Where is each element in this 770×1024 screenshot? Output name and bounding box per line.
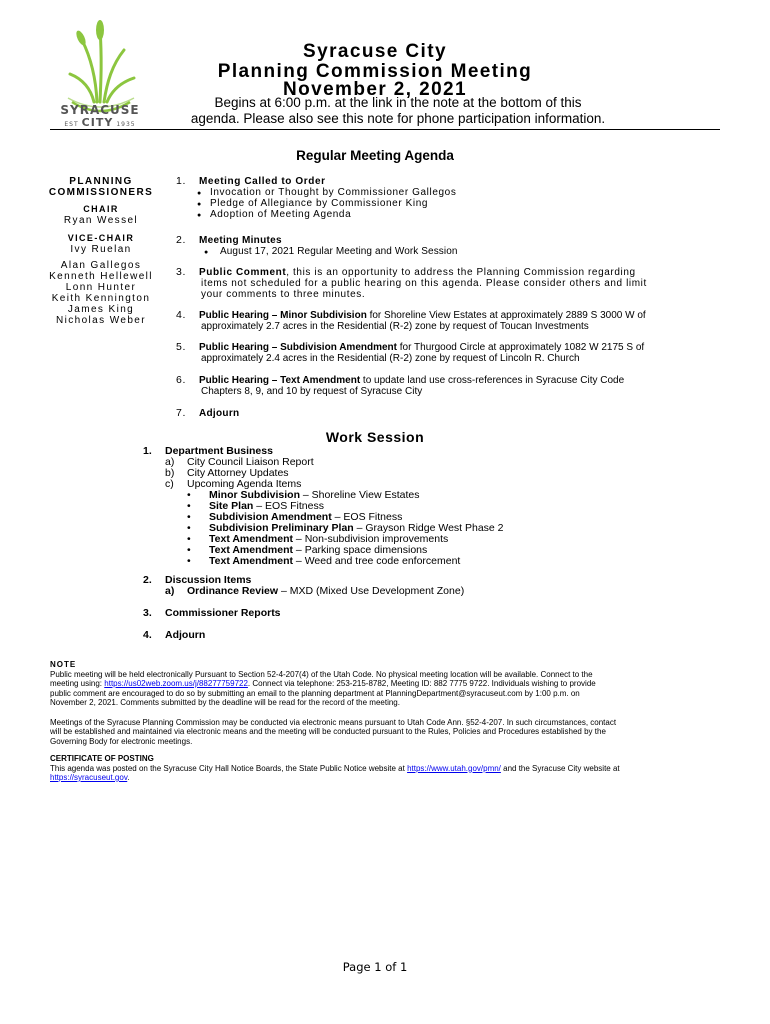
item-text: approximately 2.4 acres in the Residential (R-2) zone by request of Lincoln R. Church [201, 353, 580, 364]
item-number: 2. [176, 234, 186, 246]
begins-line-2: agenda. Please also see this note for phone participation information. [190, 111, 606, 126]
item-text: items not scheduled for a public hearing on this agenda. Please consider others and limit [201, 278, 647, 289]
item-title: Department Business [165, 445, 273, 457]
title-line-1: Syracuse City [303, 41, 447, 62]
logo-est-line [52, 116, 148, 129]
upcoming-bold: Text Amendment [209, 555, 294, 567]
note-line: Public meeting will be held electronically Pursuant to Section 52-4-207(4) of the Utah Code. No physical meeting location will be available. Connect to the [50, 669, 593, 679]
cert-text: This agenda was posted on the Syracuse City Hall Notice Boards, the State Public Notice website at [50, 763, 408, 773]
item-number: 6. [176, 374, 186, 386]
letter-c: c) [165, 478, 174, 490]
agenda-item-1 [176, 176, 696, 220]
agenda-item-4 [176, 310, 716, 332]
item-bold: Public Hearing – Text Amendment [199, 375, 361, 386]
sidebar-vice-chair [40, 233, 162, 255]
item-number: 1. [143, 445, 152, 457]
item-title: Discussion Items [165, 574, 252, 586]
member-name: Nicholas Weber [55, 315, 146, 326]
upcoming-rest: – EOS Fitness [331, 511, 403, 523]
note-section [50, 660, 730, 783]
bullet-icon: • [187, 533, 191, 545]
upcoming-rest: – Weed and tree code enforcement [293, 555, 461, 567]
bullet-icon: • [187, 522, 191, 534]
logo-city: CITY [81, 116, 114, 129]
item-number: 3. [176, 266, 186, 278]
note-line: November 2, 2021. Comments submitted by the deadline will be read for the record of the meeting. [50, 698, 400, 707]
agenda-bullet: Pledge of Allegiance by Commissioner King [210, 198, 429, 209]
certificate-line [50, 764, 730, 774]
work-item-3 [140, 608, 700, 619]
agenda-item-7 [176, 408, 716, 419]
upcoming-bold: Subdivision Amendment [209, 511, 332, 523]
item-text: your comments to three minutes. [201, 289, 366, 300]
bullet-icon: • [187, 511, 191, 523]
item-number: 4. [176, 309, 186, 321]
upcoming-item [187, 556, 700, 567]
upcoming-rest: – Non-subdivision improvements [293, 533, 449, 545]
note-line: Governing Body for electronic meetings. [50, 736, 193, 746]
begins-line-1: Begins at 6:00 p.m. at the link in the note at the bottom of this [214, 95, 582, 110]
note-line [50, 679, 730, 689]
upcoming-bold: Site Plan [209, 500, 254, 512]
bullet-icon: ● [204, 249, 209, 256]
bullet-icon: ● [197, 212, 202, 219]
certificate-heading: CERTIFICATE OF POSTING [50, 754, 154, 763]
member-name: James King [67, 304, 135, 315]
agenda-item-6 [176, 375, 716, 397]
bullet-icon: • [187, 544, 191, 556]
agenda-bullet: Adoption of Meeting Agenda [210, 209, 352, 220]
sidebar-heading-2: COMMISSIONERS [48, 187, 154, 198]
item-number: 2. [143, 574, 152, 586]
item-text: approximately 2.7 acres in the Residential (R-2) zone by request of Toucan Investments [201, 321, 589, 332]
note-line: will be established and maintained via electronic means and the meeting will be conducted pursuant to the Rules, Policies and Procedures established by the [50, 727, 606, 736]
item-text: , this is an opportunity to address the Planning Commission regarding [286, 267, 636, 278]
bullet-icon: • [187, 500, 191, 512]
begins-note [163, 95, 633, 127]
upcoming-bold: Minor Subdivision [209, 489, 300, 501]
note-heading: NOTE [50, 660, 77, 669]
upcoming-rest: – Grayson Ridge West Phase 2 [353, 522, 504, 534]
chair-name: Ryan Wessel [63, 215, 139, 226]
logo-est-left: EST [64, 121, 79, 128]
bullet-icon: • [187, 489, 191, 501]
item-title: Meeting Called to Order [199, 176, 326, 187]
sidebar-members [40, 260, 162, 326]
letter-b: b) [165, 467, 175, 479]
agenda-bullet: August 17, 2021 Regular Meeting and Work Session [220, 246, 458, 257]
item-number: 1. [176, 175, 186, 187]
upcoming-bold: Subdivision Preliminary Plan [209, 522, 354, 534]
subitem-text: City Attorney Updates [187, 467, 289, 479]
work-item-4 [140, 630, 700, 641]
item-text: for Shoreline View Estates at approximately 2889 S 3000 W of [366, 310, 646, 321]
agenda-bullet: Invocation or Thought by Commissioner Gallegos [210, 187, 457, 198]
syracuse-website-link[interactable]: https://syracuseut.gov [50, 773, 128, 782]
item-bold: Public Hearing – Subdivision Amendment [199, 342, 397, 353]
upcoming-bold: Text Amendment [209, 544, 294, 556]
bullet-icon: ● [197, 201, 202, 208]
item-bold: Public Comment [199, 267, 287, 278]
member-name: Keith Kennington [51, 293, 151, 304]
sub-letter: a) [165, 585, 175, 597]
sidebar-heading [40, 176, 162, 198]
sidebar-chair [40, 204, 162, 226]
note-line: public comment are encouraged to do so by submitting an email to the planning department at PlanningDepartment@syracuseut.com by 1:00 p.m. on [50, 688, 580, 698]
item-title: Adjourn [199, 408, 240, 419]
item-text: Chapters 8, 9, and 10 by request of Syracuse City [201, 386, 423, 397]
subitem-text: City Council Liaison Report [187, 456, 314, 468]
agenda-item-3 [176, 267, 716, 300]
work-session-heading: Work Session [325, 429, 425, 445]
cert-text: and the Syracuse City website at [500, 763, 620, 773]
logo-wordmark: SYRACUSE [60, 103, 140, 117]
item-number: 5. [176, 341, 186, 353]
letter-a: a) [165, 456, 175, 468]
upcoming-rest: – Shoreline View Estates [300, 489, 420, 501]
upcoming-rest: – EOS Fitness [253, 500, 324, 512]
utah-pmn-link[interactable]: https://www.utah.gov/pmn/ [407, 763, 501, 773]
note-line: Meetings of the Syracuse Planning Commission may be conducted via electronic means pursuant to Utah Code Ann. §52-4-207. In such circumstances, contact [50, 717, 617, 727]
upcoming-bold: Text Amendment [209, 533, 294, 545]
note-text: meeting using: [50, 679, 105, 688]
header-rule [50, 129, 720, 130]
regular-agenda-heading: Regular Meeting Agenda [296, 148, 454, 163]
sub-bold: Ordinance Review [187, 585, 279, 597]
logo-est-right: 1935 [116, 121, 136, 128]
title-line-2: Planning Commission Meeting [217, 61, 533, 82]
item-number: 4. [143, 629, 152, 641]
item-title: Adjourn [165, 629, 206, 641]
note-text: . Connect via telephone: 253-215-8782, Meeting ID: 882 7775 9722. Individuals wishing to provide [247, 679, 596, 688]
agenda-item-5 [176, 342, 716, 364]
bullet-icon: • [187, 555, 191, 567]
title-line-3: November 2, 2021 [283, 79, 467, 100]
page-number: Page 1 of 1 [342, 960, 408, 974]
member-name: Kenneth Hellewell [49, 271, 153, 282]
item-title: Meeting Minutes [199, 235, 282, 246]
bullet-icon: ● [197, 190, 202, 197]
member-name: Alan Gallegos [60, 260, 142, 271]
item-text: for Thurgood Circle at approximately 1082 W 2175 S of [397, 342, 645, 353]
certificate-line [50, 773, 730, 783]
zoom-link[interactable]: https://us02web.zoom.us/j/88277759722 [104, 679, 248, 688]
vice-chair-label: VICE-CHAIR [67, 233, 135, 243]
member-name: Lonn Hunter [65, 282, 137, 293]
item-number: 3. [143, 607, 152, 619]
item-number: 7. [176, 407, 186, 419]
vice-chair-name: Ivy Ruelan [70, 244, 132, 255]
work-item-2 [140, 575, 700, 597]
subitem-text: Upcoming Agenda Items [187, 478, 302, 490]
upcoming-list [187, 490, 700, 567]
item-text: to update land use cross-references in Syracuse City Code [360, 375, 625, 386]
sidebar-heading-1: PLANNING [69, 176, 133, 187]
work-item-1 [140, 446, 700, 567]
sub-rest: – MXD (Mixed Use Development Zone) [278, 585, 465, 597]
chair-label: CHAIR [83, 204, 119, 214]
item-bold: Public Hearing – Minor Subdivision [199, 310, 367, 321]
cert-text: . [127, 773, 130, 782]
upcoming-rest: – Parking space dimensions [293, 544, 428, 556]
item-title: Commissioner Reports [165, 607, 281, 619]
agenda-item-2 [176, 235, 696, 257]
